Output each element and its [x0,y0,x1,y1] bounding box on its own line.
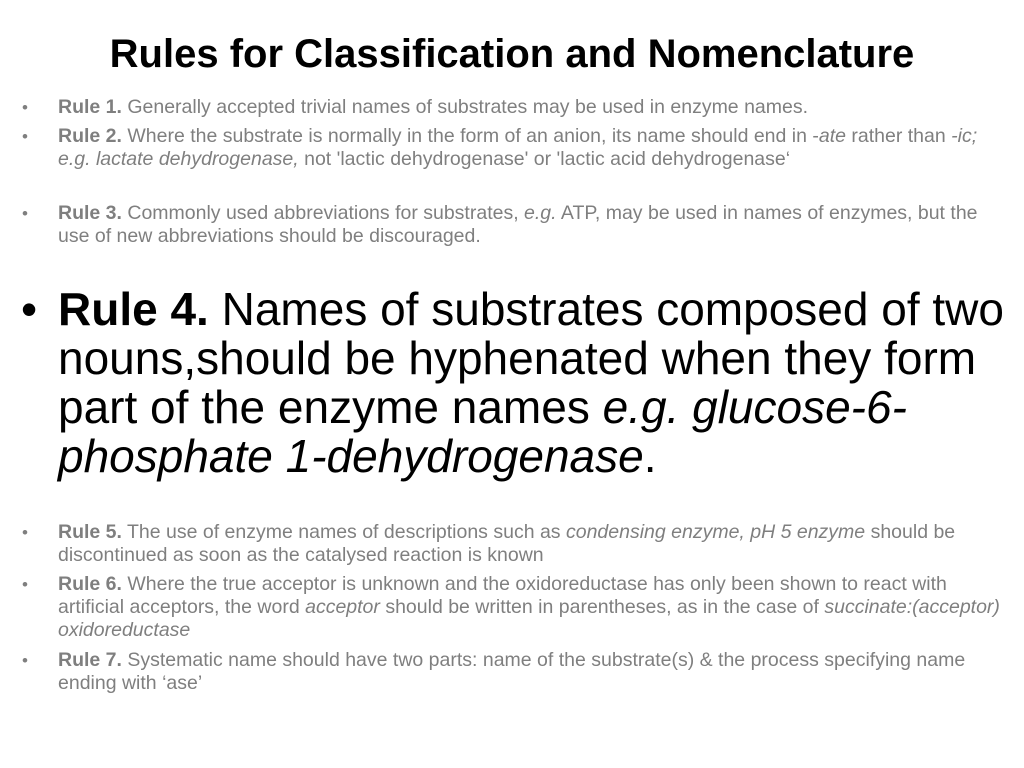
rule-3-italic-a: e.g. [524,202,557,224]
rule-7-text: Systematic name should have two parts: name of the substrate(s) & the process specifying name ending with ‘ase’ [58,649,966,694]
rule-5-italic-a: condensing enzyme, pH 5 enzyme [565,521,866,543]
rule-6 [58,573,1008,642]
rule-3-text-a: Commonly used abbreviations for substrates, [121,202,525,224]
rule-6-italic-a: acceptor [305,596,380,618]
rule-2-italic-b: -ic; e.g. lactate dehydrogenase, [58,125,978,170]
rule-2-label: Rule 2. [58,125,122,147]
rule-5 [58,521,1008,567]
rule-6-text-b: should be written in parentheses, as in the case of [379,596,825,618]
rule-3-label: Rule 3. [58,202,122,224]
rule-6-text-a: Where the true acceptor is unknown and the oxidoreductase has only been shown to react with artificial acceptors, the word [58,573,947,618]
rule-4-text-a: Names of substrates composed of two nouns,should be hyphenated when they form part of the enzyme names [58,283,1004,433]
rule-3-text-b: ATP, may be used in names of enzymes, but the use of new abbreviations should be discouraged. [58,202,978,247]
rule-1 [58,96,1008,119]
rule-3 [58,202,1008,248]
rule-1-label: Rule 1. [58,96,122,118]
rule-4-italic-a: e.g. glucose-6-phosphate 1-dehydrogenase [58,381,907,482]
rule-4-text-b: . [643,430,657,482]
rule-7-label: Rule 7. [58,649,122,671]
rule-7 [58,649,1008,695]
rule-4 [58,285,1008,481]
rule-2-text-b: rather than [845,125,952,147]
rule-2-italic-a: ate [818,125,846,147]
rule-5-label: Rule 5. [58,521,122,543]
rule-2-text-c: not 'lactic dehydrogenase' or 'lactic acid dehydrogenase‘ [298,148,791,170]
rule-4-label: Rule 4. [58,283,209,335]
rule-5-text-a: The use of enzyme names of descriptions such as [121,521,566,543]
rule-5-text-b: should be discontinued as soon as the catalysed reaction is known [58,521,956,566]
rule-6-italic-b: succinate:(acceptor) oxidoreductase [58,596,1000,641]
slide-title: Rules for Classification and Nomenclature [109,32,915,76]
rule-2-text-a: Where the substrate is normally in the form of an anion, its name should end in - [121,125,819,147]
rule-1-text: Generally accepted trivial names of substrates may be used in enzyme names. [121,96,809,118]
rule-2 [58,125,1008,171]
rule-6-label: Rule 6. [58,573,122,595]
